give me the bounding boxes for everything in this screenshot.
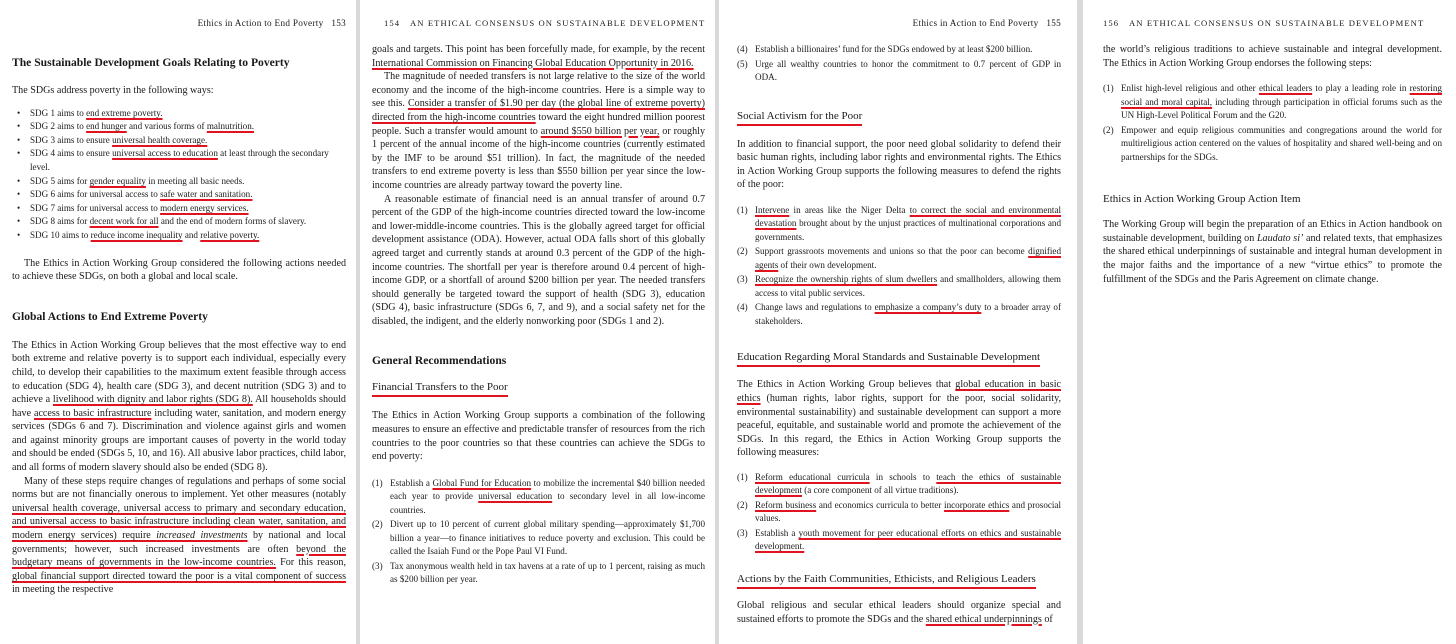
- paragraph: The Ethics in Action Working Group believes that global education in basic ethics (human rights, labor rights, support for the poor, social solidarity, environmental sustainability) and sustainable development can support a more peaceful, equitable, and sustainable world and promote the achievement of the SDGs. In this regard, the Ethics in Action Working Group supports the following measures:: [737, 379, 1061, 459]
- page-body: [1103, 43, 1442, 286]
- paragraph: Many of these steps require changes of regulations and perhaps of some social norms but are not financially onerous to implement. Yet other measures (notably universal health coverage, universal access to primary and secondary education, and universal access to basic infrastructure including clean water, sanitation, and modern energy services) require increased investments by national and local governments; however, such increased investments are often beyond the budgetary means of governments in the low-income countries. For this reason, global financial support directed toward the poor is a vital component of success in meeting the respective: [12, 475, 346, 596]
- paragraph: The SDGs address poverty in the following ways:: [12, 85, 214, 96]
- subsection-heading: Financial Transfers to the Poor: [372, 380, 705, 397]
- paragraph: The Ethics in Action Working Group considered the following actions needed to achieve these SDGs, on both a global and local scale.: [12, 257, 346, 283]
- list-item: • SDG 3 aims to ensure universal health coverage.: [12, 134, 346, 148]
- list-item: (1) Enlist high-level religious and other ethical leaders to play a leading role in restoring social and moral capital, including through participation in official forums such as the UN High-Level Political Forum and the G20.: [1103, 83, 1442, 121]
- list-item: (2) Support grassroots movements and unions so that the poor can become dignified agents of their own development.: [737, 246, 1061, 270]
- list-item: (2) Empower and equip religious communities and congregations around the world for multireligious action centered on the values of hospitality and shared well-being and on partnerships for the SDGs.: [1103, 124, 1442, 162]
- list-item: (4) Change laws and regulations to emphasize a company’s duty to a broader array of stakeholders.: [737, 302, 1061, 326]
- list-item: • SDG 7 aims for universal access to modern energy services.: [12, 202, 346, 216]
- list-item: (4) Establish a billionaires’ fund for the SDGs endowed by at least $200 billion.: [737, 44, 1033, 54]
- page-number: 154: [384, 18, 401, 28]
- paragraph: In addition to financial support, the poor need global solidarity to defend their basic human rights, including labor rights and environmental rights. The Ethics in Action Working Group supports the following measures to defend the rights of the poor:: [737, 138, 1061, 191]
- paragraph: the world’s religious traditions to achieve sustainable and integral development. The Ethics in Action Working Group endorses the following steps:: [1103, 44, 1442, 69]
- list-item: • SDG 1 aims to end extreme poverty.: [12, 107, 346, 121]
- subsection-heading: Social Activism for the Poor: [737, 109, 1061, 126]
- numbered-list: [737, 204, 1061, 329]
- list-item: (1) Establish a Global Fund for Education to mobilize the incremental $40 billion needed each year to provide universal education to secondary level in all low-income countries.: [372, 477, 705, 515]
- list-item: • SDG 10 aims to reduce income inequality and relative poverty.: [12, 229, 346, 243]
- paragraph: The Working Group will begin the preparation of an Ethics in Action handbook on sustainable development, building on Laudato si’ and related texts, that emphasizes the shared ethical underpinnings of sustainable and integral human development in the major faiths and the importance of a new “virtue ethics” to promote the fulfillment of the SDGs and the Paris Agreement on climate change.: [1103, 219, 1442, 285]
- list-item: (3) Tax anonymous wealth held in tax havens at a rate of up to 1 percent, raising as much as $200 billion per year.: [372, 560, 705, 585]
- subsection-heading: Education Regarding Moral Standards and Sustainable Development: [737, 350, 1061, 367]
- running-header: Ethics in Action to End Poverty 153: [197, 18, 346, 28]
- sdg-list: [12, 107, 346, 243]
- page-body: [372, 43, 705, 588]
- section-heading: General Recommendations: [372, 354, 507, 368]
- list-item: (3) Establish a youth movement for peer educational efforts on ethics and sustainable development.: [737, 527, 1061, 552]
- page-155: [719, 0, 1077, 644]
- list-item: • SDG 2 aims to end hunger and various forms of malnutrition.: [12, 120, 346, 134]
- page-156: [1083, 0, 1456, 644]
- paragraph: Global religious and secular ethical leaders should organize special and sustained efforts to promote the SDGs and the shared ethical underpinnings of: [737, 599, 1061, 625]
- running-header: 156 AN ETHICAL CONSENSUS ON SUSTAINABLE DEVELOPMENT: [1103, 18, 1425, 28]
- page-153: [0, 0, 356, 644]
- list-item: (5) Urge all wealthy countries to honor the commitment to 0.7 percent of GDP in ODA.: [737, 58, 1061, 82]
- paragraph: A reasonable estimate of financial need is an annual transfer of around 0.7 percent of the GDP of the high-income countries directed toward the low-income and lower-middle-income countries. This is the globally agreed target for official development assistance (ODA). However, actual ODA falls short of this globally agreed target and currently stands at around 0.3 percent of the GDP of the high-income countries. The shortfall per year is therefore around 0.4 percent of high-income GDP, or a shortfall of around $200 billion per year. The needed transfers should generally be targeted toward the support of health (SDG 3), education (SDG 4), basic infrastructure (SDGs 6, 7, and 9), and a social safety net for the disabled, the indigent, and the elderly nonworking poor (SDGs 1 and 2).: [372, 193, 705, 327]
- list-item: (1) Intervene in areas like the Niger Delta to correct the social and environmental devastation brought about by the unjust practices of multinational corporations and governments.: [737, 204, 1062, 242]
- page-number: 156: [1103, 18, 1120, 28]
- section-heading: Global Actions to End Extreme Poverty: [12, 309, 208, 323]
- list-item: (2) Divert up to 10 percent of current global military spending—approximately $1,700 billion a year—to finance initiatives to reduce poverty and exclusion. This could be called the Isaiah Fund or the Pope Paul VI Fund.: [372, 519, 705, 557]
- subsection-heading: Ethics in Action Working Group Action Item: [1103, 193, 1301, 206]
- list-item: • SDG 5 aims for gender equality in meeting all basic needs.: [12, 175, 346, 189]
- numbered-list: [737, 471, 1061, 554]
- page-number: 153: [331, 18, 346, 28]
- paragraph: goals and targets. This point has been forcefully made, for example, by the recent International Commission on Financing Global Education Opportunity in 2016.: [372, 44, 705, 69]
- page-body: [737, 43, 1061, 626]
- list-item: (2) Reform business and economics curricula to better incorporate ethics and prosocial values.: [737, 499, 1061, 524]
- page-154: [360, 0, 715, 644]
- numbered-list: [737, 43, 1061, 85]
- paragraph: The Ethics in Action Working Group supports a combination of the following measures to ensure an effective and predictable transfer of resources from the rich countries to the poor countries so that these countries can achieve the SDGs to end poverty:: [372, 410, 705, 463]
- numbered-list: [372, 477, 705, 587]
- running-header: Ethics in Action to End Poverty 155: [912, 18, 1061, 28]
- list-item: • SDG 8 aims for decent work for all and the end of modern forms of slavery.: [12, 215, 346, 229]
- paragraph: The magnitude of needed transfers is not large relative to the size of the world economy and the income of the high-income countries. Here is a simple way to see this. Consider a transfer of $1.90 per day (the global line of extreme poverty) directed from the high-income countries toward the eight hundred million poorest people. Such a transfer would amount to around $550 billion per year, or roughly 1 percent of the annual income of the high-income countries (currently estimated by the IMF to be around $51 trillion). In fact, the magnitude of the needed transfers to end extreme poverty is less than $550 billion per year since the low-income countries are already partway toward the poverty line.: [372, 71, 706, 191]
- subsection-heading: Actions by the Faith Communities, Ethicists, and Religious Leaders: [737, 572, 1061, 589]
- page-body: [12, 56, 346, 597]
- list-item: • SDG 6 aims for universal access to safe water and sanitation.: [12, 188, 346, 202]
- list-item: (1) Reform educational curricula in schools to teach the ethics of sustainable development (a core component of all virtue traditions).: [737, 471, 1061, 496]
- running-header: 154 AN ETHICAL CONSENSUS ON SUSTAINABLE DEVELOPMENT: [384, 18, 706, 28]
- section-heading: The Sustainable Development Goals Relating to Poverty: [12, 56, 290, 69]
- paragraph: The Ethics in Action Working Group believes that the most effective way to end both extreme and relative poverty is to support each individual, especially every child, to develop their capabilities to the maximum extent feasible through access to education (SDG 4), health care (SDG 3), and decent nutrition (SDG 3) and to achieve a livelihood with dignity and labor rights (SDG 8). All households should have access to basic infrastructure including water, sanitation, and modern energy services (SDGs 6 and 7). Discrimination and violence against girls and women and against minority groups are important causes of poverty in the world today and should be ended (SDGs 5, 10, and 16). All abusive labor practices, child labor, and all forms of modern slavery should also be ended (SDG 8).: [12, 339, 347, 474]
- page-number: 155: [1046, 18, 1061, 28]
- numbered-list: [1103, 82, 1442, 164]
- list-item: • SDG 4 aims to ensure universal access to education at least through the secondary level.: [12, 147, 346, 174]
- list-item: (3) Recognize the ownership rights of slum dwellers and smallholders, allowing them access to vital public services.: [737, 274, 1062, 298]
